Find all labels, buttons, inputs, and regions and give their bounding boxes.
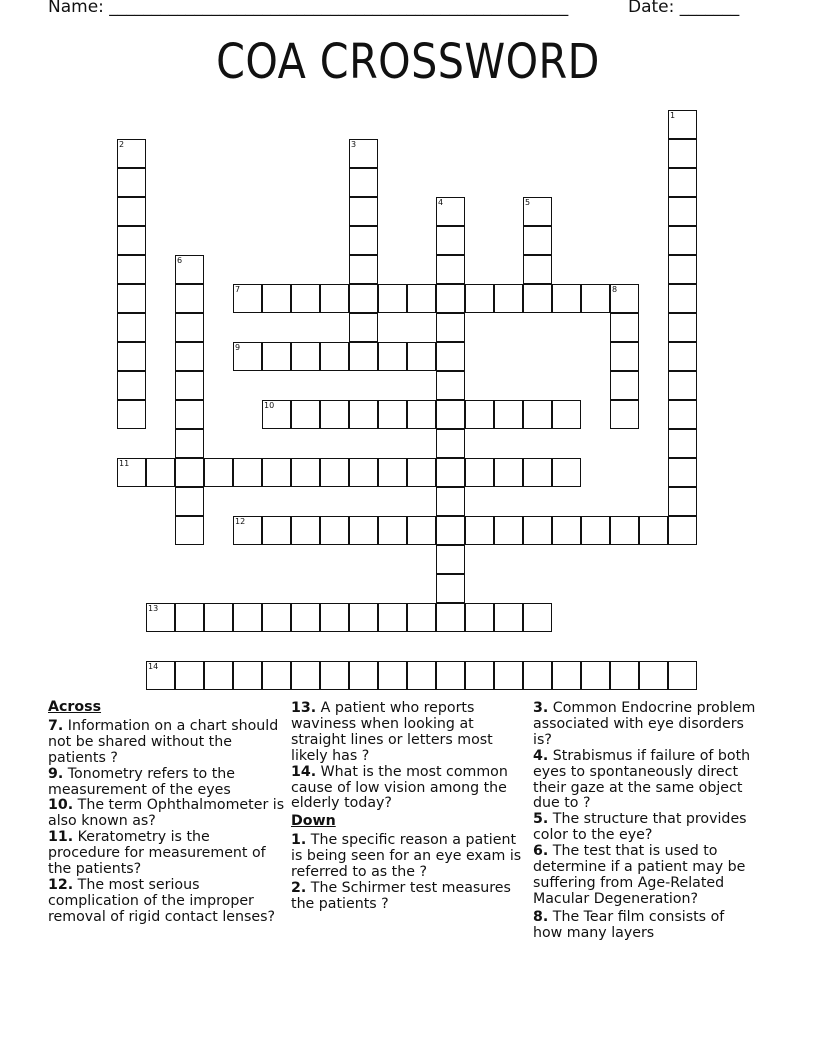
grid-cell[interactable] (349, 284, 378, 313)
grid-cell[interactable] (523, 516, 552, 545)
grid-cell[interactable] (465, 516, 494, 545)
clue-column-2 (291, 701, 527, 913)
clue-down-2: 2. The Schirmer test measures the patients ? (291, 879, 511, 912)
grid-cell[interactable] (436, 342, 465, 371)
grid-cell[interactable] (378, 342, 407, 371)
name-field[interactable] (48, 0, 614, 17)
grid-cell[interactable] (436, 284, 465, 313)
grid-cell[interactable] (668, 168, 697, 197)
cell-number: 6 (177, 256, 183, 265)
clue-column-3 (533, 701, 758, 942)
page-title: COA CROSSWORD (216, 34, 600, 90)
clue-column-1 (48, 700, 286, 926)
clue-down-3: 3. Common Endocrine problem associated with eye disorders is? (533, 700, 756, 748)
grid-cell[interactable] (610, 313, 639, 342)
grid-cell[interactable] (291, 603, 320, 632)
grid-cell[interactable] (436, 661, 465, 690)
cell-number: 9 (235, 343, 241, 352)
cell-number: 3 (351, 140, 357, 149)
grid-cell[interactable] (436, 603, 465, 632)
grid-cell[interactable] (233, 603, 262, 632)
grid-cell[interactable] (668, 255, 697, 284)
grid-cell[interactable] (175, 487, 204, 516)
grid-cell[interactable] (407, 284, 436, 313)
grid-cell[interactable] (407, 661, 436, 690)
cell-number: 7 (235, 285, 241, 294)
grid-cell[interactable] (175, 458, 204, 487)
grid-cell[interactable] (639, 516, 668, 545)
grid-cell[interactable] (349, 661, 378, 690)
grid-cell[interactable] (465, 458, 494, 487)
clue-down-6: 6. The test that is used to determine if a patient may be suffering from Age-Related Macular Degeneration? (533, 843, 746, 907)
grid-cell[interactable] (349, 342, 378, 371)
grid-cell[interactable] (320, 284, 349, 313)
grid-cell[interactable] (233, 661, 262, 690)
grid-cell[interactable] (668, 371, 697, 400)
grid-cell[interactable] (407, 400, 436, 429)
grid-cell[interactable] (436, 545, 465, 574)
grid-cell[interactable] (378, 400, 407, 429)
grid-cell[interactable] (378, 661, 407, 690)
cell-number: 10 (264, 401, 275, 410)
grid-cell[interactable] (436, 487, 465, 516)
grid-cell[interactable] (378, 458, 407, 487)
grid-cell[interactable] (349, 197, 378, 226)
grid-cell[interactable] (523, 400, 552, 429)
grid-cell[interactable] (262, 342, 291, 371)
cell-number: 1 (670, 111, 676, 120)
grid-cell[interactable] (552, 661, 581, 690)
grid-cell[interactable] (146, 458, 175, 487)
grid-cell[interactable] (523, 458, 552, 487)
down-heading: Down (291, 813, 336, 830)
date-line: _______ (679, 0, 740, 17)
cell-number: 2 (119, 140, 125, 149)
grid-cell[interactable] (668, 661, 697, 690)
grid-cell[interactable] (523, 661, 552, 690)
grid-cell[interactable] (117, 168, 146, 197)
grid-cell[interactable] (233, 458, 262, 487)
grid-cell[interactable] (117, 342, 146, 371)
grid-cell[interactable] (465, 603, 494, 632)
grid-cell[interactable] (668, 487, 697, 516)
grid-cell[interactable] (494, 458, 523, 487)
grid-cell[interactable] (175, 516, 204, 545)
grid-cell[interactable] (320, 458, 349, 487)
grid-cell[interactable] (639, 661, 668, 690)
grid-cell[interactable] (668, 313, 697, 342)
grid-cell[interactable] (465, 400, 494, 429)
clue-across-12: 12. The most serious complication of the improper removal of rigid contact lenses? (48, 876, 276, 925)
cell-number: 8 (612, 285, 618, 294)
grid-cell[interactable] (436, 313, 465, 342)
across-heading: Across (48, 699, 102, 715)
grid-cell[interactable] (204, 458, 233, 487)
grid-cell[interactable] (552, 284, 581, 313)
grid-cell[interactable] (494, 516, 523, 545)
cell-number: 14 (148, 662, 159, 671)
cell-number: 5 (525, 198, 531, 207)
grid-cell[interactable] (291, 661, 320, 690)
grid-cell[interactable] (175, 371, 204, 400)
grid-cell[interactable] (610, 661, 639, 690)
grid-cell[interactable] (436, 429, 465, 458)
grid-cell[interactable] (117, 284, 146, 313)
grid-cell[interactable] (378, 516, 407, 545)
clue-across-13: 13. A patient who reports waviness when looking at straight lines or letters most likely has ? (291, 700, 493, 764)
clue-across-14: 14. What is the most common cause of low vision among the elderly today? (291, 763, 508, 812)
grid-cell[interactable] (581, 284, 610, 313)
grid-cell[interactable] (117, 197, 146, 226)
grid-cell[interactable] (175, 313, 204, 342)
grid-cell[interactable] (668, 400, 697, 429)
grid-cell[interactable] (523, 284, 552, 313)
grid-cell[interactable] (523, 226, 552, 255)
name-line: ______________________________________________________ (109, 0, 569, 17)
cell-number: 12 (235, 517, 246, 526)
grid-cell[interactable] (523, 603, 552, 632)
grid-cell[interactable] (523, 255, 552, 284)
grid-cell[interactable] (175, 661, 204, 690)
grid-cell[interactable] (668, 516, 697, 545)
date-label: Date: (628, 0, 675, 17)
grid-cell[interactable] (262, 603, 291, 632)
grid-cell[interactable] (436, 400, 465, 429)
grid-cell[interactable] (117, 371, 146, 400)
grid-cell[interactable] (349, 516, 378, 545)
grid-cell[interactable] (175, 603, 204, 632)
date-field[interactable] (628, 0, 739, 17)
grid-cell[interactable] (291, 516, 320, 545)
grid-cell[interactable] (320, 400, 349, 429)
grid-cell[interactable] (668, 197, 697, 226)
name-label: Name: (48, 0, 104, 17)
grid-cell[interactable] (610, 516, 639, 545)
clue-down-1: 1. The specific reason a patient is being seen for an eye exam is referred to as the ? (291, 832, 522, 881)
grid-cell[interactable] (436, 516, 465, 545)
grid-cell[interactable] (349, 603, 378, 632)
grid-cell[interactable] (552, 458, 581, 487)
grid-cell[interactable] (668, 284, 697, 313)
grid-cell[interactable] (262, 661, 291, 690)
grid-cell[interactable] (552, 400, 581, 429)
grid-cell[interactable] (378, 284, 407, 313)
grid-cell[interactable] (494, 661, 523, 690)
grid-cell[interactable] (668, 139, 697, 168)
cell-number: 4 (438, 198, 444, 207)
clue-down-4: 4. Strabismus if failure of both eyes to spontaneously direct their gaze at the same object due to ? (533, 747, 751, 812)
clue-down-5: 5. The structure that provides color to the eye? (533, 811, 747, 844)
grid-cell[interactable] (465, 661, 494, 690)
grid-cell[interactable] (349, 168, 378, 197)
grid-cell[interactable] (291, 458, 320, 487)
grid-cell[interactable] (291, 284, 320, 313)
grid-cell[interactable] (262, 458, 291, 487)
grid-cell[interactable] (320, 603, 349, 632)
grid-cell[interactable] (436, 458, 465, 487)
grid-cell[interactable] (175, 400, 204, 429)
grid-cell[interactable] (610, 342, 639, 371)
grid-cell[interactable] (378, 603, 407, 632)
grid-cell[interactable] (349, 458, 378, 487)
grid-cell[interactable] (581, 661, 610, 690)
clue-across-10: 10. The term Ophthalmometer is also known as? (48, 797, 285, 830)
cell-number: 11 (119, 459, 130, 468)
grid-cell[interactable] (668, 429, 697, 458)
grid-cell[interactable] (581, 516, 610, 545)
grid-cell[interactable] (407, 342, 436, 371)
grid-cell[interactable] (175, 284, 204, 313)
grid-cell[interactable] (349, 313, 378, 342)
grid-cell[interactable] (175, 342, 204, 371)
grid-cell[interactable] (436, 255, 465, 284)
grid-cell[interactable] (552, 516, 581, 545)
grid-cell[interactable] (320, 342, 349, 371)
grid-cell[interactable] (117, 400, 146, 429)
clue-across-11: 11. Keratometry is the procedure for measurement of the patients? (48, 829, 266, 878)
grid-cell[interactable] (262, 516, 291, 545)
grid-cell[interactable] (349, 226, 378, 255)
grid-cell[interactable] (320, 661, 349, 690)
grid-cell[interactable] (610, 371, 639, 400)
grid-cell[interactable] (610, 400, 639, 429)
grid-cell[interactable] (117, 313, 146, 342)
grid-cell[interactable] (291, 342, 320, 371)
grid-cell[interactable] (291, 400, 320, 429)
clue-across-9: 9. Tonometry refers to the measurement of the eyes (48, 765, 235, 798)
grid-cell[interactable] (320, 516, 349, 545)
grid-cell[interactable] (204, 661, 233, 690)
grid-cell[interactable] (436, 574, 465, 603)
cell-number: 13 (148, 604, 159, 613)
grid-cell[interactable] (407, 458, 436, 487)
grid-cell[interactable] (494, 603, 523, 632)
grid-cell[interactable] (668, 458, 697, 487)
grid-cell[interactable] (494, 284, 523, 313)
grid-cell[interactable] (465, 284, 494, 313)
grid-cell[interactable] (204, 603, 233, 632)
grid-cell[interactable] (175, 429, 204, 458)
clue-across-7: 7. Information on a chart should not be shared without the patients ? (48, 717, 279, 766)
grid-cell[interactable] (436, 226, 465, 255)
grid-cell[interactable] (668, 226, 697, 255)
grid-cell[interactable] (407, 603, 436, 632)
grid-cell[interactable] (407, 516, 436, 545)
grid-cell[interactable] (436, 371, 465, 400)
grid-cell[interactable] (262, 284, 291, 313)
grid-cell[interactable] (668, 342, 697, 371)
grid-cell[interactable] (349, 400, 378, 429)
grid-cell[interactable] (117, 255, 146, 284)
grid-cell[interactable] (117, 226, 146, 255)
clue-down-8: 8. The Tear film consists of how many layers (533, 908, 725, 941)
grid-cell[interactable] (349, 255, 378, 284)
grid-cell[interactable] (494, 400, 523, 429)
